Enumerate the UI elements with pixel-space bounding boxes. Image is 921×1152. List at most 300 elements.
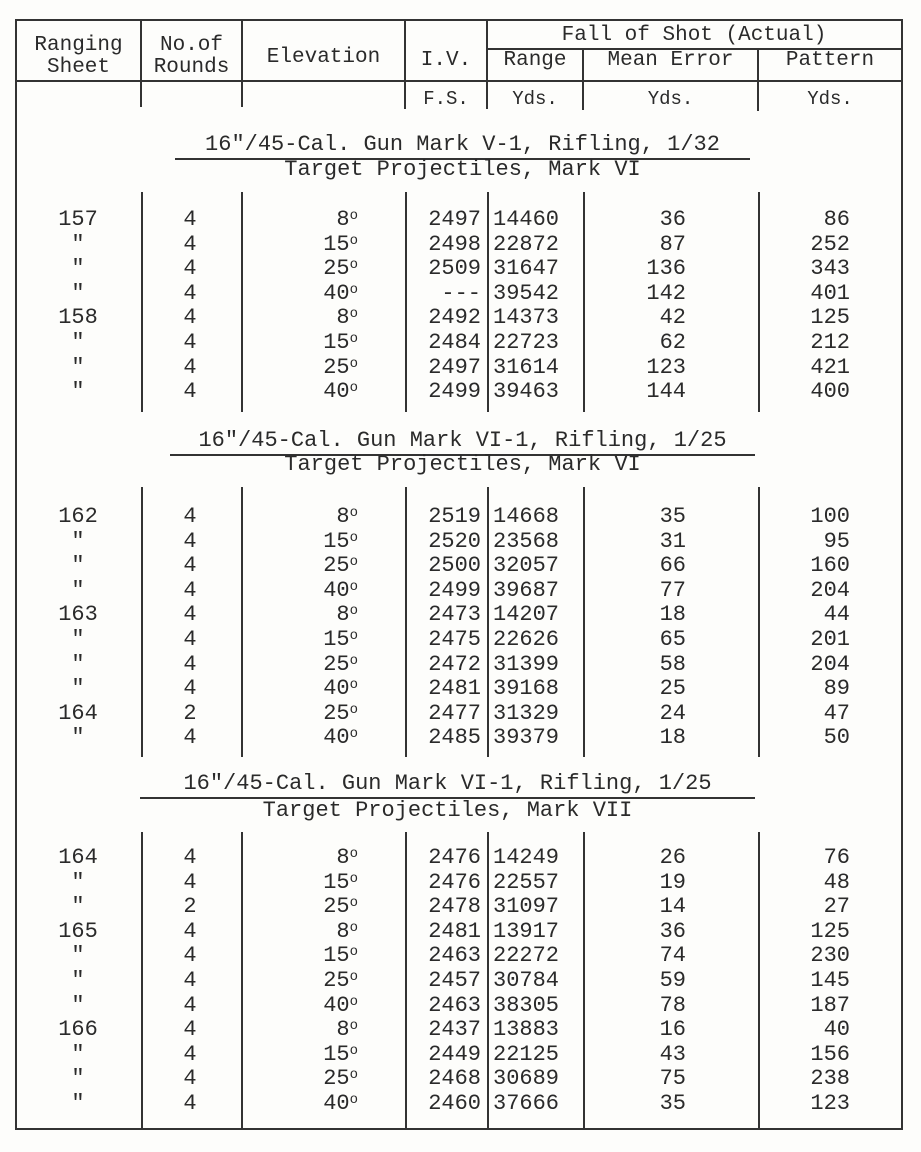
cell-elevation [250,579,358,603]
cell-mean-error: 35 [659,504,686,529]
cell-iv: 2497 [428,354,481,380]
cell-range: 22125 [493,1041,560,1067]
cell-no-of-rounds: 4 [183,676,197,702]
cell-pattern: 212 [810,330,850,355]
table-row [0,1067,921,1091]
cell-no-of-rounds: 2 [183,894,197,920]
table-row [0,944,921,968]
elevation-value: 8 [336,602,350,628]
degree-symbol: o [349,919,358,936]
table-row [0,702,921,726]
cell-mean-error: 142 [646,280,686,306]
table-row [0,1018,921,1042]
table-row [0,895,921,919]
cell-pattern: 50 [823,725,850,751]
elevation-value: 15 [323,1041,350,1067]
cell-mean-error: 16 [659,1017,686,1043]
table-row [0,726,921,750]
degree-symbol: o [349,1018,358,1035]
cell-pattern: 123 [810,1091,850,1116]
elevation-value: 25 [323,968,350,993]
elevation-value: 8 [336,305,350,331]
table-row [0,331,921,355]
cell-range: 37666 [493,1091,560,1116]
cell-iv: 2499 [428,577,481,603]
table-bottom-border [15,1128,903,1130]
elevation-value: 15 [323,627,350,652]
cell-ranging-sheet: " [71,943,85,969]
cell-iv: 2472 [428,651,481,677]
cell-elevation [250,871,358,895]
elevation-value: 25 [323,1066,350,1092]
cell-iv: 2437 [428,1017,481,1043]
elevation-value: 40 [323,379,350,405]
cell-iv: 2468 [428,1066,481,1092]
cell-range: 23568 [493,528,560,554]
elevation-value: 15 [323,869,350,895]
degree-symbol: o [349,870,358,887]
elevation-value: 8 [336,845,350,870]
cell-no-of-rounds: 4 [183,553,197,579]
degree-symbol: o [349,355,358,372]
cell-iv: 2473 [428,602,481,628]
cell-range: 13883 [493,1017,560,1043]
table-row [0,579,921,603]
cell-iv: 2481 [428,918,481,944]
cell-mean-error: 87 [659,231,686,257]
cell-pattern: 204 [810,651,850,677]
cell-range: 38305 [493,992,560,1018]
cell-no-of-rounds: 4 [183,577,197,603]
header-elevation: Elevation [266,46,381,69]
cell-mean-error: 78 [659,992,686,1018]
cell-range: 22723 [493,330,560,355]
cell-pattern: 160 [810,553,850,579]
elevation-value: 25 [323,700,350,726]
cell-mean-error: 36 [659,207,686,232]
cell-range: 14249 [493,845,560,870]
cell-mean-error: 77 [659,577,686,603]
cell-range: 39687 [493,577,560,603]
cell-elevation [250,208,358,232]
cell-mean-error: 43 [659,1041,686,1067]
elevation-value: 40 [323,676,350,702]
cell-range: 39542 [493,280,560,306]
elevation-value: 40 [323,725,350,751]
degree-symbol: o [349,554,358,571]
cell-ranging-sheet: " [71,968,85,993]
cell-elevation [250,603,358,627]
degree-symbol: o [349,652,358,669]
cell-elevation [250,1018,358,1042]
cell-ranging-sheet: " [71,379,85,405]
cell-pattern: 89 [823,676,850,702]
cell-elevation [250,233,358,257]
cell-no-of-rounds: 4 [183,379,197,405]
cell-ranging-sheet: " [71,651,85,677]
degree-symbol: o [349,529,358,546]
cell-iv: 2477 [428,700,481,726]
cell-ranging-sheet: " [71,869,85,895]
cell-pattern: 40 [823,1017,850,1043]
cell-no-of-rounds: 4 [183,602,197,628]
cell-pattern: 48 [823,869,850,895]
cell-no-of-rounds: 4 [183,1041,197,1067]
cell-mean-error: 26 [659,845,686,870]
degree-symbol: o [349,380,358,397]
cell-pattern: 76 [823,845,850,870]
cell-iv: 2463 [428,943,481,969]
section-subtitle: Target Projectiles, Mark VI [284,452,641,477]
section-title: 16"/45-Cal. Gun Mark VI-1, Rifling, 1/25 [198,428,727,453]
cell-mean-error: 123 [646,354,686,380]
cell-no-of-rounds: 4 [183,869,197,895]
unit-range: Yds. [512,88,558,110]
cell-no-of-rounds: 4 [183,305,197,331]
cell-ranging-sheet: " [71,992,85,1018]
cell-ranging-sheet: 166 [58,1017,98,1043]
cell-mean-error: 75 [659,1066,686,1092]
cell-range: 31614 [493,354,560,380]
cell-ranging-sheet: 164 [58,845,98,870]
cell-pattern: 125 [810,918,850,944]
cell-mean-error: 35 [659,1091,686,1116]
header-range: Range [503,49,567,72]
cell-iv: 2481 [428,676,481,702]
cell-pattern: 421 [810,354,850,380]
cell-no-of-rounds: 4 [183,845,197,870]
degree-symbol: o [349,281,358,298]
table-row [0,920,921,944]
cell-range: 22272 [493,943,560,969]
table-row [0,306,921,330]
cell-no-of-rounds: 4 [183,725,197,751]
header-no-of-rounds-line1: No.of [159,34,223,57]
table-row [0,257,921,281]
header-fall-of-shot: Fall of Shot (Actual) [561,24,827,47]
cell-elevation [250,282,358,306]
table-row [0,505,921,529]
table-row [0,969,921,993]
cell-pattern: 401 [810,280,850,306]
cell-no-of-rounds: 4 [183,1017,197,1043]
cell-ranging-sheet: " [71,1091,85,1116]
cell-no-of-rounds: 4 [183,280,197,306]
table-row [0,1092,921,1116]
cell-pattern: 187 [810,992,850,1018]
degree-symbol: o [349,232,358,249]
cell-no-of-rounds: 4 [183,207,197,232]
section-title: 16"/45-Cal. Gun Mark VI-1, Rifling, 1/25 [183,771,712,796]
table-row [0,1043,921,1067]
cell-iv: 2519 [428,504,481,529]
cell-no-of-rounds: 4 [183,627,197,652]
cell-iv: 2509 [428,256,481,282]
cell-range: 14207 [493,602,560,628]
table-row [0,653,921,677]
table-row [0,677,921,701]
cell-mean-error: 74 [659,943,686,969]
cell-iv: 2478 [428,894,481,920]
cell-elevation [250,677,358,701]
cell-pattern: 47 [823,700,850,726]
cell-ranging-sheet: " [71,231,85,257]
cell-mean-error: 66 [659,553,686,579]
cell-no-of-rounds: 2 [183,700,197,726]
cell-iv: 2476 [428,869,481,895]
cell-ranging-sheet: " [71,676,85,702]
cell-no-of-rounds: 4 [183,651,197,677]
cell-range: 31097 [493,894,560,920]
cell-mean-error: 25 [659,676,686,702]
elevation-value: 40 [323,1091,350,1116]
section-subtitle: Target Projectiles, Mark VI [284,157,641,182]
degree-symbol: o [349,969,358,985]
degree-symbol: o [349,944,358,961]
cell-mean-error: 19 [659,869,686,895]
cell-ranging-sheet: " [71,1066,85,1092]
cell-pattern: 100 [810,504,850,529]
cell-mean-error: 14 [659,894,686,920]
table-row [0,530,921,554]
cell-range: 13917 [493,918,560,944]
cell-ranging-sheet: 164 [58,700,98,726]
cell-elevation [250,726,358,750]
cell-iv: 2457 [428,968,481,993]
table-row [0,994,921,1018]
table-row [0,380,921,404]
cell-pattern: 400 [810,379,850,405]
cell-elevation [250,846,358,870]
cell-elevation [250,1043,358,1067]
cell-mean-error: 36 [659,918,686,944]
cell-elevation [250,356,358,380]
degree-symbol: o [349,628,358,644]
cell-pattern: 27 [823,894,850,920]
degree-symbol: o [349,208,358,224]
cell-range: 39379 [493,725,560,751]
degree-symbol: o [349,993,358,1010]
cell-no-of-rounds: 4 [183,1066,197,1092]
cell-ranging-sheet: " [71,256,85,282]
cell-iv: 2497 [428,207,481,232]
table-row [0,871,921,895]
cell-mean-error: 136 [646,256,686,282]
cell-iv: --- [441,280,481,306]
section-title: 16"/45-Cal. Gun Mark V-1, Rifling, 1/32 [205,132,720,157]
elevation-value: 8 [336,918,350,944]
cell-iv: 2520 [428,528,481,554]
cell-elevation [250,944,358,968]
cell-ranging-sheet: " [71,725,85,751]
cell-range: 39463 [493,379,560,405]
cell-iv: 2500 [428,553,481,579]
cell-pattern: 343 [810,256,850,282]
cell-elevation [250,530,358,554]
header-iv: I.V. [420,49,472,72]
table-top-border [15,19,903,21]
cell-no-of-rounds: 4 [183,231,197,257]
cell-range: 31647 [493,256,560,282]
degree-symbol: o [349,726,358,743]
cell-mean-error: 58 [659,651,686,677]
cell-elevation [250,306,358,330]
cell-mean-error: 31 [659,528,686,554]
elevation-value: 25 [323,894,350,920]
cell-elevation [250,331,358,355]
unit-iv: F.S. [423,88,469,110]
cell-no-of-rounds: 4 [183,354,197,380]
table-row [0,628,921,652]
section-subtitle: Target Projectiles, Mark VII [262,798,633,823]
cell-ranging-sheet: " [71,894,85,920]
cell-iv: 2485 [428,725,481,751]
cell-range: 31329 [493,700,560,726]
elevation-value: 40 [323,992,350,1018]
cell-no-of-rounds: 4 [183,943,197,969]
cell-mean-error: 18 [659,602,686,628]
cell-ranging-sheet: " [71,627,85,652]
cell-elevation [250,1092,358,1116]
header-no-of-rounds-line2: Rounds [153,56,230,79]
cell-range: 30689 [493,1066,560,1092]
cell-no-of-rounds: 4 [183,918,197,944]
cell-elevation [250,994,358,1018]
elevation-value: 15 [323,943,350,969]
elevation-value: 25 [323,256,350,282]
cell-no-of-rounds: 4 [183,330,197,355]
header-mean-error: Mean Error [607,49,734,72]
cell-range: 22626 [493,627,560,652]
cell-mean-error: 18 [659,725,686,751]
cell-ranging-sheet: " [71,330,85,355]
cell-pattern: 44 [823,602,850,628]
cell-ranging-sheet: 163 [58,602,98,628]
elevation-value: 25 [323,651,350,677]
degree-symbol: o [349,505,358,521]
elevation-value: 8 [336,207,350,232]
elevation-value: 40 [323,280,350,306]
degree-symbol: o [349,306,358,323]
table-row [0,282,921,306]
degree-symbol: o [349,701,358,718]
cell-ranging-sheet: 158 [58,305,98,331]
cell-iv: 2498 [428,231,481,257]
degree-symbol: o [349,1092,358,1108]
cell-pattern: 204 [810,577,850,603]
cell-pattern: 145 [810,968,850,993]
cell-ranging-sheet: 165 [58,918,98,944]
cell-range: 14373 [493,305,560,331]
cell-no-of-rounds: 4 [183,528,197,554]
header-divider [15,80,903,82]
unit-pattern: Yds. [807,88,853,110]
cell-mean-error: 65 [659,627,686,652]
cell-elevation [250,969,358,993]
cell-elevation [250,920,358,944]
cell-elevation [250,505,358,529]
cell-elevation [250,895,358,919]
cell-mean-error: 62 [659,330,686,355]
table-row [0,603,921,627]
cell-ranging-sheet: 157 [58,207,98,232]
elevation-value: 25 [323,553,350,579]
elevation-value: 15 [323,528,350,554]
elevation-value: 15 [323,231,350,257]
cell-no-of-rounds: 4 [183,504,197,529]
unit-mean-error: Yds. [647,88,694,110]
cell-pattern: 156 [810,1041,850,1067]
degree-symbol: o [349,895,358,912]
cell-iv: 2449 [428,1041,481,1067]
cell-ranging-sheet: 162 [58,504,98,529]
degree-symbol: o [349,1042,358,1059]
cell-pattern: 201 [810,627,850,652]
degree-symbol: o [349,578,358,595]
table-row [0,356,921,380]
cell-range: 32057 [493,553,560,579]
cell-range: 22872 [493,231,560,257]
cell-iv: 2476 [428,845,481,870]
cell-no-of-rounds: 4 [183,1091,197,1116]
cell-iv: 2475 [428,627,481,652]
cell-ranging-sheet: " [71,280,85,306]
degree-symbol: o [349,846,358,862]
cell-mean-error: 42 [659,305,686,331]
cell-ranging-sheet: " [71,354,85,380]
cell-no-of-rounds: 4 [183,256,197,282]
header-pattern: Pattern [785,49,875,72]
cell-no-of-rounds: 4 [183,992,197,1018]
cell-iv: 2463 [428,992,481,1018]
header-ranging-sheet-line2: Sheet [46,56,110,79]
cell-elevation [250,702,358,726]
cell-ranging-sheet: " [71,553,85,579]
cell-range: 39168 [493,676,560,702]
cell-pattern: 95 [823,528,850,554]
cell-mean-error: 59 [659,968,686,993]
cell-elevation [250,653,358,677]
cell-mean-error: 24 [659,700,686,726]
table-row [0,554,921,578]
cell-elevation [250,1067,358,1091]
elevation-value: 25 [323,354,350,380]
degree-symbol: o [349,1067,358,1084]
cell-ranging-sheet: " [71,528,85,554]
cell-iv: 2492 [428,305,481,331]
cell-iv: 2499 [428,379,481,405]
table-row [0,846,921,870]
cell-pattern: 230 [810,943,850,969]
cell-ranging-sheet: " [71,1041,85,1067]
cell-mean-error: 144 [646,379,686,405]
table-row [0,208,921,232]
cell-range: 14460 [493,207,560,232]
cell-no-of-rounds: 4 [183,968,197,993]
cell-elevation [250,628,358,652]
cell-pattern: 252 [810,231,850,257]
cell-ranging-sheet: " [71,577,85,603]
cell-elevation [250,257,358,281]
cell-pattern: 125 [810,305,850,331]
degree-symbol: o [349,677,358,694]
cell-pattern: 238 [810,1066,850,1092]
cell-iv: 2484 [428,330,481,355]
cell-elevation [250,554,358,578]
table-row [0,233,921,257]
degree-symbol: o [349,603,358,620]
elevation-value: 8 [336,504,350,529]
